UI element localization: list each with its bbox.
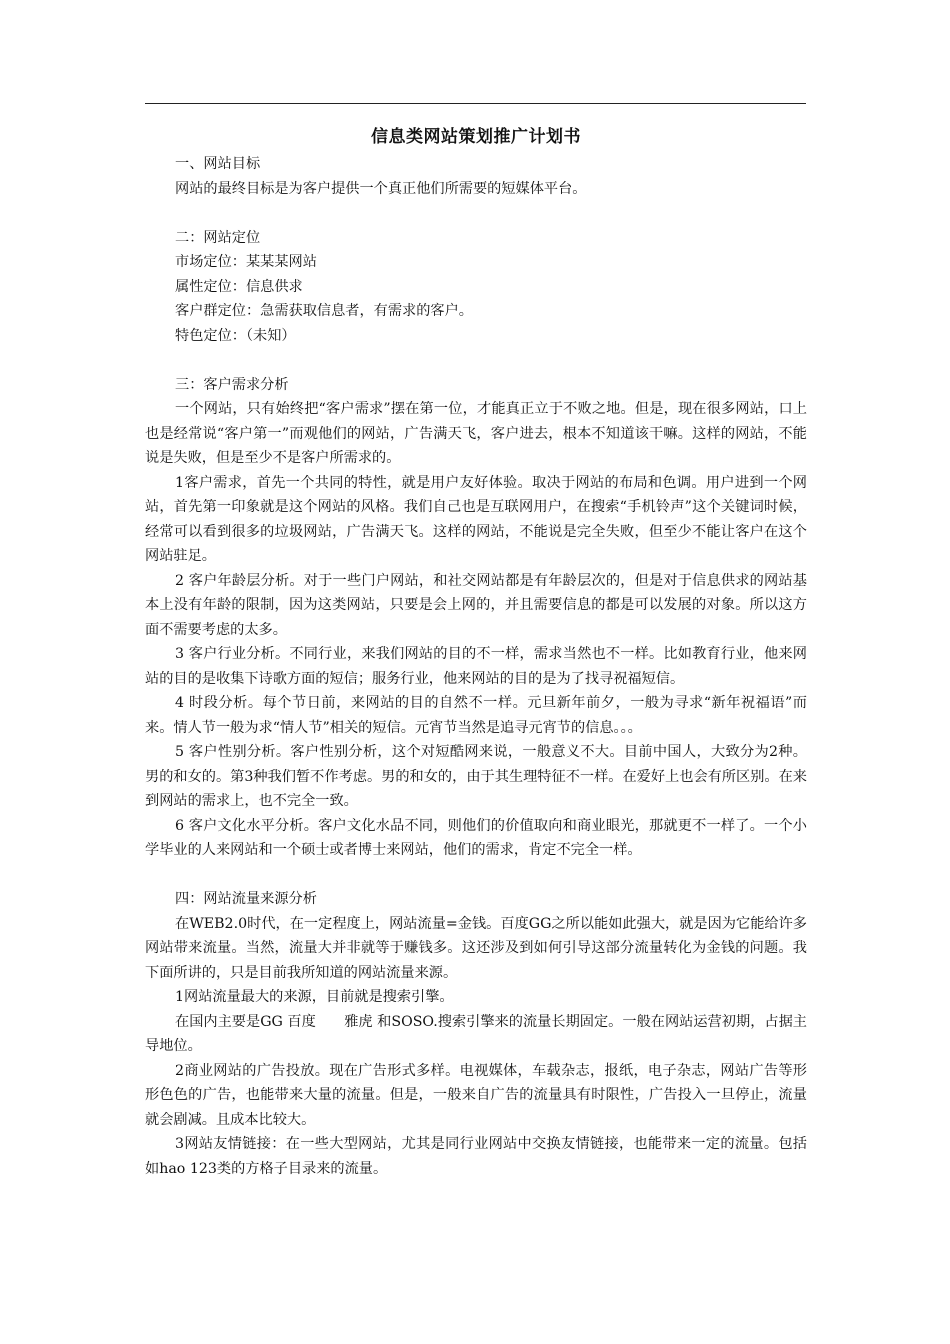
heading-customer-needs: 三：客户需求分析: [175, 376, 289, 393]
paragraph-traffic-3: 3网站友情链接：在一些大型网站，尤其是同行业网站中交换友情链接，也能带来一定的流量。包括如hao 123类的方格子目录来的流量。: [145, 1136, 807, 1177]
paragraph-traffic-1: 1网站流量最大的来源，目前就是搜索引擎。: [175, 989, 454, 1005]
heading-website-goal: 一、网站目标: [175, 156, 261, 172]
paragraph-need-2: 2 客户年龄层分析。对于一些门户网站，和社交网站都是有年龄层次的，但是对于信息供求的网站基本上没有年龄的限制，因为这类网站，只要是会上网的，并且需要信息的都是可以发展的对象。所以这方面不需要考虑的太多。: [145, 572, 807, 638]
paragraph-feature-positioning: 特色定位：（未知）: [175, 327, 296, 344]
paragraph-need-5: 5 客户性别分析。客户性别分析，这个对短酷网来说，一般意义不大。目前中国人，大致分为2种。男的和女的。第3种我们暂不作考虑。男的和女的，由于其生理特征不一样。在爱好上也会有所区别。在来到网站的需求上，也不完全一致。: [145, 744, 807, 809]
paragraph-goal-text: 网站的最终目标是为客户提供一个真正他们所需要的短媒体平台。: [175, 180, 587, 197]
paragraph-attribute-positioning: 属性定位：信息供求: [175, 278, 303, 295]
document-page: [145, 0, 807, 1344]
paragraph-need-4: 4 时段分析。每个节日前，来网站的目的自然不一样。元旦新年前夕，一般为寻求“新年祝福语”而来。情人节一般为求“情人节”相关的短信。元宵节当然是追寻元宵节的信息。。。: [145, 695, 807, 736]
blank-line: [145, 348, 807, 373]
document-body: [145, 122, 807, 1181]
paragraph-customer-first: 一个网站，只有始终把“客户需求”摆在第一位，才能真正立于不败之地。但是，现在很多网站，口上也是经常说“客户第一”而观他们的网站，广告满天飞，客户进去，根本不知道该干嘛。这样的网站，不能说是失败，但是至少不是客户所需求的。: [145, 401, 807, 466]
paragraph-need-1: 1客户需求，首先一个共同的特性，就是用户友好体验。取决于网站的布局和色调。用户进到一个网站，首先第一印象就是这个网站的风格。我们自己也是互联网用户，在搜索“手机铃声”这个关键词时候，经常可以看到很多的垃圾网站，广告满天飞。这样的网站，不能说是完全失败，但至少不能让客户在这个网站驻足。: [145, 474, 807, 564]
blank-line: [145, 863, 807, 888]
blank-line: [145, 201, 807, 226]
document-title: 信息类网站策划推广计划书: [371, 127, 581, 147]
paragraph-market-positioning: 市场定位：某某某网站: [175, 254, 317, 270]
heading-website-positioning: 二：网站定位: [175, 229, 261, 246]
paragraph-need-6: 6 客户文化水平分析。客户文化水品不同，则他们的价值取向和商业眼光，那就更不一样了。一个小学毕业的人来网站和一个硕士或者博士来网站，他们的需求，肯定不完全一样。: [145, 817, 807, 858]
paragraph-need-3: 3 客户行业分析。不同行业，来我们网站的目的不一样，需求当然也不一样。比如教育行业，他来网站的目的是收集下诗歌方面的短信；服务行业，他来网站的目的是为了找寻祝福短信。: [145, 646, 807, 687]
paragraph-traffic-intro: 在WEB2.0时代，在一定程度上，网站流量=金钱。百度GG之所以能如此强大，就是因为它能给许多网站带来流量。当然，流量大并非就等于赚钱多。这还涉及到如何引导这部分流量转化为金钱的问题。我下面所讲的，只是目前我所知道的网站流量来源。: [145, 915, 807, 981]
paragraph-traffic-search-engines: 在国内主要是GG 百度 雅虎 和SOSO.搜索引擎来的流量长期固定。一般在网站运营初期，占据主导地位。: [145, 1013, 807, 1054]
heading-traffic-sources: 四：网站流量来源分析: [175, 891, 317, 907]
paragraph-traffic-2: 2商业网站的广告投放。现在广告形式多样。电视媒体，车载杂志，报纸，电子杂志，网站广告等形形色色的广告，也能带来大量的流量。但是，一般来自广告的流量具有时限性，广告投入一旦停止，流量就会剧减。且成本比较大。: [145, 1062, 807, 1128]
header-rule: [145, 103, 806, 104]
paragraph-customer-positioning: 客户群定位：急需获取信息者，有需求的客户。: [175, 303, 473, 319]
